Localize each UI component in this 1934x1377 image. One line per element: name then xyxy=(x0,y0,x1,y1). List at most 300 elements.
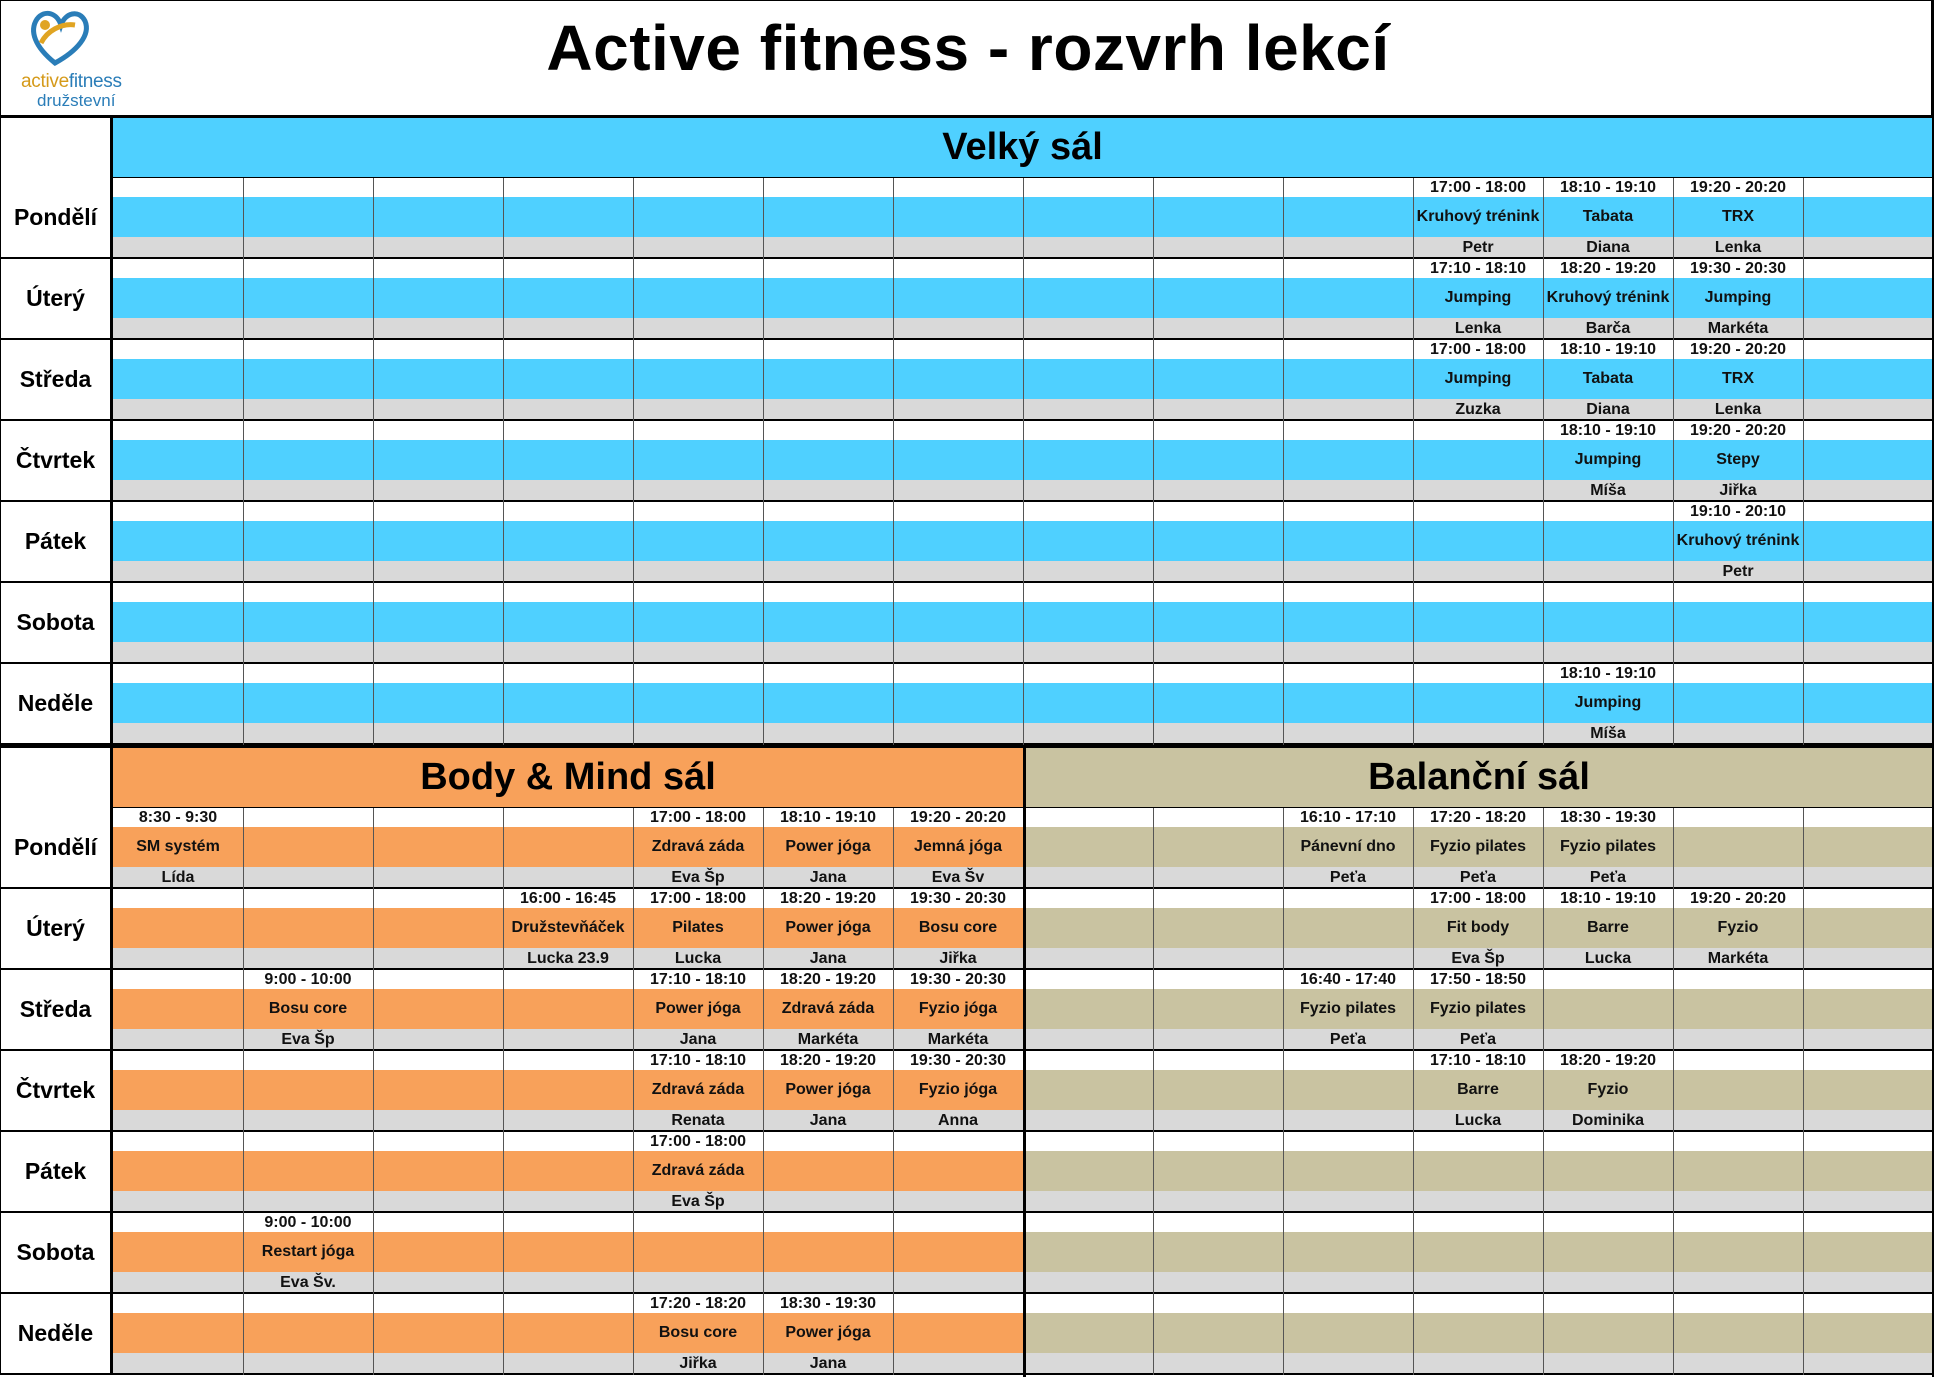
grid-line xyxy=(633,178,634,259)
lesson-cell[interactable] xyxy=(1543,664,1673,743)
day-row xyxy=(0,1213,1934,1294)
grid-line xyxy=(1153,502,1154,583)
grid-line xyxy=(1803,1213,1804,1294)
lesson-cell[interactable] xyxy=(1543,340,1673,419)
lesson-time: 9:00 - 10:00 xyxy=(264,971,352,988)
lesson-instructor: Lucka xyxy=(1584,950,1632,967)
lesson-time: 18:20 - 19:20 xyxy=(1559,260,1657,277)
lesson-cell[interactable] xyxy=(1413,889,1543,968)
lesson-name: Barre xyxy=(1457,1081,1499,1098)
grid-line xyxy=(1153,259,1154,340)
day-row xyxy=(0,421,1934,502)
lesson-cell[interactable] xyxy=(1413,259,1543,338)
lesson-time: 17:00 - 18:00 xyxy=(1429,341,1527,358)
lesson-instructor: Peťa xyxy=(1459,869,1497,886)
day-row xyxy=(0,664,1934,745)
grid-line xyxy=(1413,421,1414,502)
grid-line xyxy=(1803,421,1804,502)
grid-line xyxy=(503,970,504,1051)
grid-line xyxy=(1803,1051,1804,1132)
grid-line xyxy=(763,1132,764,1213)
grid-line xyxy=(1153,340,1154,421)
lesson-name: TRX xyxy=(1722,208,1754,225)
lesson-cell[interactable] xyxy=(1543,259,1673,338)
lesson-instructor: Lucka xyxy=(1454,1112,1502,1129)
lesson-instructor: Eva Šv. xyxy=(280,1274,336,1291)
lesson-name: Power jóga xyxy=(785,838,871,855)
lesson-cell[interactable] xyxy=(243,1213,373,1292)
lesson-name: Barre xyxy=(1587,919,1629,936)
day-row xyxy=(0,583,1934,664)
lesson-cell[interactable] xyxy=(1413,340,1543,419)
lesson-name: Power jóga xyxy=(785,1324,871,1341)
lesson-name: TRX xyxy=(1722,370,1754,387)
lesson-instructor: Lucka xyxy=(674,950,722,967)
grid-line xyxy=(243,178,244,259)
lesson-time: 19:20 - 20:20 xyxy=(909,809,1007,826)
lesson-time: 17:10 - 18:10 xyxy=(649,971,747,988)
lesson-time: 16:10 - 17:10 xyxy=(1299,809,1397,826)
lesson-cell[interactable] xyxy=(1673,259,1803,338)
lesson-name: Pánevní dno xyxy=(1300,838,1396,855)
lesson-instructor: Jiřka xyxy=(679,1355,717,1372)
lesson-time: 17:00 - 18:00 xyxy=(1429,890,1527,907)
lesson-instructor: Markéta xyxy=(797,1031,859,1048)
lesson-instructor: Peťa xyxy=(1459,1031,1497,1048)
row-band-color xyxy=(1026,1232,1932,1272)
lesson-cell[interactable] xyxy=(633,970,763,1049)
grid-line xyxy=(1153,808,1154,889)
grid-line xyxy=(243,1051,244,1132)
grid-line xyxy=(1673,808,1674,889)
lesson-cell[interactable] xyxy=(893,970,1023,1049)
grid-line xyxy=(243,583,244,664)
grid-line xyxy=(373,1213,374,1294)
grid-line xyxy=(763,1213,764,1294)
lesson-cell[interactable] xyxy=(1543,421,1673,500)
grid-line xyxy=(503,1213,504,1294)
lesson-time: 16:00 - 16:45 xyxy=(519,890,617,907)
day-label: Pondělí xyxy=(0,178,113,259)
grid-line xyxy=(1023,259,1024,340)
lesson-time: 19:20 - 20:20 xyxy=(1689,422,1787,439)
lesson-instructor: Peťa xyxy=(1329,869,1367,886)
lesson-cell[interactable] xyxy=(1543,808,1673,887)
grid-line xyxy=(763,502,764,583)
day-row xyxy=(0,340,1934,421)
grid-line xyxy=(763,664,764,745)
lesson-cell[interactable] xyxy=(633,889,763,968)
lesson-time: 18:10 - 19:10 xyxy=(1559,890,1657,907)
lesson-name: Jumping xyxy=(1444,370,1512,387)
lesson-time: 19:20 - 20:20 xyxy=(1689,179,1787,196)
logo-subtext: družstevní xyxy=(37,91,116,110)
grid-line xyxy=(503,1051,504,1132)
day-row xyxy=(0,178,1934,259)
lesson-instructor: Jana xyxy=(809,1112,847,1129)
lesson-cell[interactable] xyxy=(1413,1051,1543,1130)
lesson-time: 17:00 - 18:00 xyxy=(649,1133,747,1150)
grid-line xyxy=(373,970,374,1051)
day-row xyxy=(0,502,1934,583)
grid-line xyxy=(373,1132,374,1213)
lesson-name: Fyzio pilates xyxy=(1299,1000,1397,1017)
row-band-color xyxy=(113,1151,1023,1191)
grid-line xyxy=(1543,1132,1544,1213)
lesson-cell[interactable] xyxy=(503,889,633,968)
grid-line xyxy=(373,178,374,259)
day-row xyxy=(0,1132,1934,1213)
day-label: Úterý xyxy=(0,259,113,340)
day-label: Úterý xyxy=(0,889,113,970)
lesson-cell[interactable] xyxy=(1543,889,1673,968)
lesson-cell[interactable] xyxy=(633,808,763,887)
grid-line xyxy=(373,259,374,340)
lesson-time: 17:10 - 18:10 xyxy=(1429,260,1527,277)
grid-line xyxy=(1283,502,1284,583)
day-label: Neděle xyxy=(0,664,113,745)
grid-line xyxy=(1283,664,1284,745)
lesson-cell[interactable] xyxy=(1283,970,1413,1049)
grid-line xyxy=(1413,1294,1414,1375)
grid-line xyxy=(1283,178,1284,259)
lesson-time: 19:20 - 20:20 xyxy=(1689,890,1787,907)
lesson-instructor: Jana xyxy=(809,869,847,886)
grid-line xyxy=(243,1132,244,1213)
grid-line xyxy=(893,1132,894,1213)
day-row xyxy=(0,1051,1934,1132)
lesson-instructor: Eva Šp xyxy=(671,869,725,886)
grid-line xyxy=(1283,1051,1284,1132)
lesson-name: Zdravá záda xyxy=(781,1000,875,1017)
lesson-name: Fyzio pilates xyxy=(1559,838,1657,855)
lesson-time: 17:00 - 18:00 xyxy=(1429,179,1527,196)
lesson-instructor: Petr xyxy=(1722,563,1754,580)
lesson-time: 17:10 - 18:10 xyxy=(1429,1052,1527,1069)
lesson-instructor: Zuzka xyxy=(1455,401,1501,418)
grid-line xyxy=(1803,1294,1804,1375)
lesson-name: Zdravá záda xyxy=(651,1162,745,1179)
page-title: Active fitness - rozvrh lekcí xyxy=(546,12,1390,84)
header xyxy=(0,0,1932,118)
lesson-instructor: Anna xyxy=(938,1112,978,1129)
day-label: Čtvrtek xyxy=(0,1051,113,1132)
lesson-name: Fyzio jóga xyxy=(918,1000,998,1017)
body-mind-sal-title: Body & Mind sál xyxy=(113,748,1023,808)
grid-line xyxy=(1543,970,1544,1051)
grid-line xyxy=(1283,1294,1284,1375)
grid-line xyxy=(1803,664,1804,745)
lesson-time: 17:10 - 18:10 xyxy=(649,1052,747,1069)
lesson-time: 18:20 - 19:20 xyxy=(779,971,877,988)
lesson-name: Fyzio pilates xyxy=(1429,1000,1527,1017)
grid-line xyxy=(1413,502,1414,583)
grid-line xyxy=(1153,178,1154,259)
lesson-name: Fit body xyxy=(1446,919,1510,936)
grid-line xyxy=(373,1294,374,1375)
grid-line xyxy=(243,502,244,583)
lesson-instructor: Markéta xyxy=(1707,950,1769,967)
lesson-cell[interactable] xyxy=(763,889,893,968)
grid-line xyxy=(1023,340,1024,421)
lesson-name: Fyzio xyxy=(1717,919,1759,936)
grid-line xyxy=(373,583,374,664)
lesson-cell[interactable] xyxy=(633,1132,763,1211)
lesson-instructor: Jiřka xyxy=(1719,482,1757,499)
balancni-sal-title: Balanční sál xyxy=(1026,748,1932,808)
day-row xyxy=(0,1294,1934,1375)
lesson-name: Power jóga xyxy=(785,1081,871,1098)
grid-line xyxy=(1283,1132,1284,1213)
grid-line xyxy=(1283,421,1284,502)
logo-text: activefitness xyxy=(21,71,122,92)
lesson-cell[interactable] xyxy=(893,808,1023,887)
lesson-instructor: Lenka xyxy=(1714,239,1762,256)
grid-line xyxy=(373,808,374,889)
day-label: Středa xyxy=(0,970,113,1051)
lesson-time: 18:10 - 19:10 xyxy=(1559,341,1657,358)
lesson-instructor: Markéta xyxy=(1707,320,1769,337)
grid-line xyxy=(503,421,504,502)
day-label: Středa xyxy=(0,340,113,421)
grid-line xyxy=(633,664,634,745)
day-row xyxy=(0,259,1934,340)
day-label: Pátek xyxy=(0,502,113,583)
lesson-name: Jemná jóga xyxy=(913,838,1003,855)
grid-line xyxy=(373,421,374,502)
day-label: Sobota xyxy=(0,1213,113,1294)
lesson-cell[interactable] xyxy=(1413,970,1543,1049)
lesson-cell[interactable] xyxy=(1673,340,1803,419)
day-row xyxy=(0,970,1934,1051)
day-label: Pondělí xyxy=(0,808,113,889)
lesson-instructor: Eva Šp xyxy=(1451,950,1505,967)
lesson-cell[interactable] xyxy=(1673,502,1803,581)
grid-line xyxy=(243,664,244,745)
grid-line xyxy=(1673,1051,1674,1132)
lesson-instructor: Dominika xyxy=(1571,1112,1644,1129)
grid-line xyxy=(1803,583,1804,664)
grid-line xyxy=(1153,1213,1154,1294)
lesson-name: Kruhový trénink xyxy=(1416,208,1540,225)
lesson-instructor: Lenka xyxy=(1454,320,1502,337)
grid-line xyxy=(503,340,504,421)
grid-line xyxy=(893,259,894,340)
day-label: Čtvrtek xyxy=(0,421,113,502)
day-label: Pátek xyxy=(0,1132,113,1213)
grid-line xyxy=(1153,1294,1154,1375)
grid-line xyxy=(1803,970,1804,1051)
lesson-instructor: Eva Šp xyxy=(281,1031,335,1048)
lesson-name: Power jóga xyxy=(655,1000,741,1017)
lesson-cell[interactable] xyxy=(633,1051,763,1130)
day-row xyxy=(0,808,1934,889)
grid-line xyxy=(633,1213,634,1294)
lesson-name: Jumping xyxy=(1444,289,1512,306)
lesson-cell[interactable] xyxy=(1413,178,1543,257)
lesson-name: Bosu core xyxy=(268,1000,348,1017)
grid-line xyxy=(893,1294,894,1375)
grid-line xyxy=(1803,502,1804,583)
lesson-instructor: Eva Šp xyxy=(671,1193,725,1210)
lesson-name: Zdravá záda xyxy=(651,838,745,855)
lesson-cell[interactable] xyxy=(1543,1051,1673,1130)
grid-line xyxy=(1153,421,1154,502)
grid-line xyxy=(1543,1213,1544,1294)
grid-line xyxy=(1153,889,1154,970)
day-row xyxy=(0,889,1934,970)
lesson-instructor: Míša xyxy=(1590,725,1626,742)
grid-line xyxy=(243,808,244,889)
grid-line xyxy=(1543,583,1544,664)
grid-line xyxy=(1283,583,1284,664)
grid-line xyxy=(893,502,894,583)
grid-line xyxy=(503,664,504,745)
lesson-time: 19:30 - 20:30 xyxy=(1689,260,1787,277)
lesson-name: Družstevňáček xyxy=(511,919,625,936)
grid-line xyxy=(1673,583,1674,664)
grid-line xyxy=(1543,1294,1544,1375)
lesson-time: 18:10 - 19:10 xyxy=(1559,179,1657,196)
lesson-instructor: Diana xyxy=(1586,401,1630,418)
lesson-cell[interactable] xyxy=(893,889,1023,968)
grid-line xyxy=(1413,1213,1414,1294)
lesson-instructor: Diana xyxy=(1586,239,1630,256)
velky-sal-title: Velký sál xyxy=(113,118,1932,178)
lesson-instructor: Barča xyxy=(1585,320,1631,337)
lesson-name: Pilates xyxy=(672,919,724,936)
grid-line xyxy=(1673,970,1674,1051)
grid-line xyxy=(1153,583,1154,664)
lesson-cell[interactable] xyxy=(893,1051,1023,1130)
lesson-cell[interactable] xyxy=(1673,421,1803,500)
grid-line xyxy=(633,259,634,340)
grid-line xyxy=(763,583,764,664)
lesson-name: Power jóga xyxy=(785,919,871,936)
grid-line xyxy=(503,502,504,583)
grid-line xyxy=(893,583,894,664)
lesson-instructor: Míša xyxy=(1590,482,1626,499)
grid-line xyxy=(1023,502,1024,583)
grid-line xyxy=(1673,1213,1674,1294)
grid-line xyxy=(633,502,634,583)
lesson-cell[interactable] xyxy=(1543,178,1673,257)
grid-line xyxy=(893,340,894,421)
grid-line xyxy=(243,340,244,421)
grid-line xyxy=(1803,808,1804,889)
lesson-time: 17:00 - 18:00 xyxy=(649,809,747,826)
lesson-name: Tabata xyxy=(1582,208,1634,225)
grid-line xyxy=(763,178,764,259)
grid-line xyxy=(1023,583,1024,664)
grid-line xyxy=(1153,1051,1154,1132)
lesson-instructor: Lucka 23.9 xyxy=(527,950,609,967)
grid-line xyxy=(373,340,374,421)
row-band-color xyxy=(1026,1313,1932,1353)
lesson-cell[interactable] xyxy=(763,1051,893,1130)
lesson-time: 19:30 - 20:30 xyxy=(909,890,1007,907)
lesson-time: 19:20 - 20:20 xyxy=(1689,341,1787,358)
grid-line xyxy=(1673,664,1674,745)
day-label: Neděle xyxy=(0,1294,113,1375)
lesson-instructor: Renata xyxy=(671,1112,725,1129)
lesson-name: Jumping xyxy=(1574,451,1642,468)
lesson-name: Kruhový trénink xyxy=(1676,532,1800,549)
lesson-name: Bosu core xyxy=(918,919,998,936)
lesson-time: 18:20 - 19:20 xyxy=(779,1052,877,1069)
lesson-time: 17:20 - 18:20 xyxy=(1429,809,1527,826)
lesson-instructor: Jana xyxy=(679,1031,717,1048)
lesson-cell[interactable] xyxy=(1673,178,1803,257)
lesson-time: 17:20 - 18:20 xyxy=(649,1295,747,1312)
lesson-cell[interactable] xyxy=(1673,889,1803,968)
grid-line xyxy=(243,421,244,502)
lesson-time: 18:10 - 19:10 xyxy=(1559,665,1657,682)
grid-line xyxy=(1673,1294,1674,1375)
lesson-time: 17:50 - 18:50 xyxy=(1429,971,1527,988)
grid-line xyxy=(373,664,374,745)
corner-cell xyxy=(0,748,113,808)
lesson-cell[interactable] xyxy=(243,970,373,1049)
grid-line xyxy=(1803,259,1804,340)
grid-line xyxy=(503,1132,504,1213)
grid-line xyxy=(1283,259,1284,340)
lesson-name: Fyzio xyxy=(1587,1081,1629,1098)
grid-line xyxy=(1673,1132,1674,1213)
grid-line xyxy=(763,259,764,340)
lower-halls-section xyxy=(0,748,1934,1377)
lesson-instructor: Markéta xyxy=(927,1031,989,1048)
grid-line xyxy=(893,178,894,259)
row-band-color xyxy=(1026,1151,1932,1191)
grid-line xyxy=(503,1294,504,1375)
grid-line xyxy=(633,583,634,664)
lesson-instructor: Peťa xyxy=(1589,869,1627,886)
grid-line xyxy=(1023,178,1024,259)
grid-line xyxy=(893,1213,894,1294)
grid-line xyxy=(763,340,764,421)
lesson-instructor: Jiřka xyxy=(939,950,977,967)
grid-line xyxy=(503,178,504,259)
hall-divider xyxy=(1023,748,1026,1377)
grid-line xyxy=(1803,178,1804,259)
grid-line xyxy=(243,889,244,970)
lesson-instructor: Jana xyxy=(809,1355,847,1372)
lesson-time: 16:40 - 17:40 xyxy=(1299,971,1397,988)
lesson-cell[interactable] xyxy=(763,1294,893,1373)
lesson-cell[interactable] xyxy=(113,808,243,887)
grid-line xyxy=(763,421,764,502)
lesson-time: 8:30 - 9:30 xyxy=(138,809,218,826)
lesson-cell[interactable] xyxy=(763,808,893,887)
lesson-cell[interactable] xyxy=(763,970,893,1049)
lesson-name: Fyzio pilates xyxy=(1429,838,1527,855)
lesson-cell[interactable] xyxy=(1283,808,1413,887)
lesson-instructor: Lída xyxy=(161,869,195,886)
lesson-time: 18:30 - 19:30 xyxy=(779,1295,877,1312)
lesson-instructor: Petr xyxy=(1462,239,1494,256)
lesson-cell[interactable] xyxy=(1413,808,1543,887)
day-label: Sobota xyxy=(0,583,113,664)
grid-line xyxy=(503,808,504,889)
lesson-name: Jumping xyxy=(1704,289,1772,306)
grid-line xyxy=(633,340,634,421)
grid-line xyxy=(1803,340,1804,421)
lesson-instructor: Jana xyxy=(809,950,847,967)
grid-line xyxy=(893,664,894,745)
lesson-cell[interactable] xyxy=(633,1294,763,1373)
lesson-time: 18:30 - 19:30 xyxy=(1559,809,1657,826)
